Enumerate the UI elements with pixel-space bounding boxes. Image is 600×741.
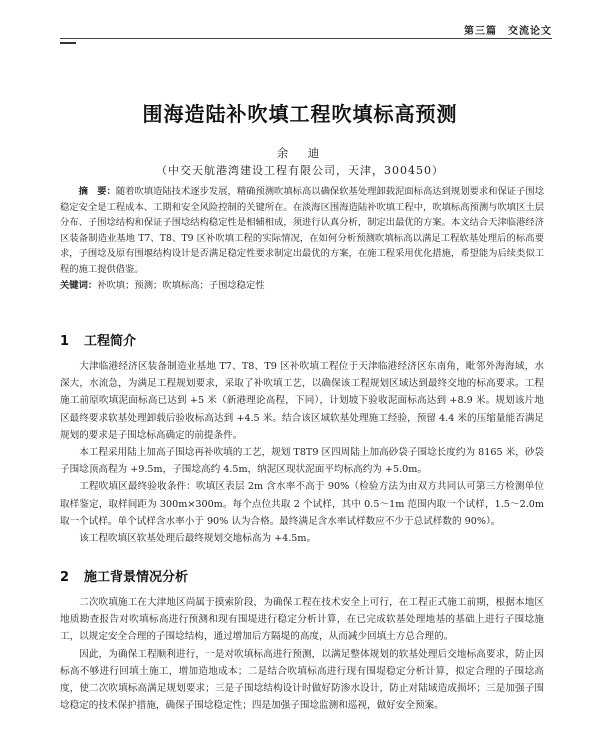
section-title: 施工背景情况分析 [84, 570, 189, 585]
section-body-1 [60, 358, 544, 547]
section-heading-1 [60, 330, 136, 349]
paper-title: 围海造陆补吹填工程吹填标高预测 [142, 102, 458, 126]
paragraph: 本工程采用陆上加高子围埝再补吹填的工艺，规划 T8T9 区四周陆上加高砂袋子围埝长度约为 8165 米，砂袋子围埝顶高程为 +9.5m，子围埝高约 4.5m，纳泥区现状泥面平均标高约为 +5.0m。 [60, 447, 544, 476]
running-head: 第三篇 交流论文 [464, 26, 552, 37]
paragraph: 该工程吹填区软基处理后最终规划交地标高为 +4.5m。 [79, 533, 317, 545]
keywords [60, 278, 544, 294]
paragraph: 大津临港经济区装备制造业基地 T7、T8、T9 区补吹填工程位于天津临港经济区东南角，毗邻外海海域，水深大，水流急，为满足工程规划要求，采取了补吹填工艺，以确保该工程规划区域达到最终交地的标高要求。工程施工前原吹填泥面标高已达到 +5 米（新港理论高程，下同），计划坡下验收泥面标高达到 +8.9 米。规划该片地区最终要求软基处理卸载后验收标高达到 +4.5 米。结合该区域软基处理施工经验，预留 4.4 米的压缩量能否满足规划的要求是子围埝标高确定的前提条件。 [60, 361, 544, 441]
abstract-paragraph [60, 184, 544, 278]
header-rule-accent [60, 42, 76, 44]
paragraph: 因此，为确保工程顺利进行，一是对吹填标高进行预测，以满足整体规划的软基处理后交地标高要求，防止因标高不够进行回填土施工，增加造地成本；二是结合吹填标高进行现有围堤稳定分析计算，拟定合理的子围埝高度，使二次吹填标高满足规划要求；三是子围埝结构设计时做好防渗水设计，防止对陆域造成损坏；三是加强子围埝稳定的技术保护措施，确保子围埝稳定性；四是加强子围埝监测和巡视，做好安全预案。 [60, 648, 544, 712]
keywords-text: 补吹填；预测；吹填标高；子围埝稳定性 [97, 279, 265, 291]
header-rule [60, 38, 552, 39]
section-number: 1 [60, 334, 70, 349]
abstract-text: 随着吹填造陆技术逐步发展，精确预测吹填标高以确保软基处理卸载泥面标高达到规划要求和保证子围埝稳定安全是工程成本、工期和安全风险控制的关键所在。在淡海区围海造陆补吹填工程中，吹填标高预测与吹填区土层分布、子围埝结构和保证子围埝结构稳定性是相辅相成，须进行认真分析，制定出最优的方案。本文结合天津临港经济区装备制造业基地 T7、T8、T9 区补吹填工程的实际情况，在如何分析预测吹填标高以满足工程软基处理后的标高要求，子围埝及原有围堰结构设计是否满足稳定性要求制定出最优的方案，在施工程采用优化措施，希望能为后续类似工程的施工提供借鉴。 [60, 186, 544, 275]
paragraph: 二次吹填施工在大津地区尚属于摸索阶段，为确保工程在技术安全上可行，在工程正式施工前期，根据本地区地质勘查报告对吹填标高进行预测和现有围堤进行稳定分析计算，在已完成软基处理地基的基础上进行子围埝施工，以规定安全合理的子围埝结构，通过增加后方隔堤的高度，从而减少回填土方总合理的。 [60, 597, 544, 643]
abstract-label: 摘 要： [78, 186, 116, 197]
author-name: 余 迪 [276, 146, 324, 160]
section-number: 2 [60, 570, 70, 585]
paragraph: 工程吹填区最终验收条件：吹填区表层 2m 含水率不高于 90%（检验方法为由双方共同认可第三方检测单位取样鉴定，取样间距为 300m×300m。每个点位共取 2 个试样，其中 0.5～1m 范围内取一个试样，1.5～2.0m 取一个试样。单个试样含水率小于 90% 认为合格。最终满足含水率试样数应不少于总试样数的 90%）。 [60, 481, 544, 527]
keywords-label: 关键词： [60, 279, 98, 291]
section-heading-2 [60, 566, 188, 585]
section-title: 工程简介 [84, 334, 137, 349]
author-affiliation: （中交天航港湾建设工程有限公司，天津，300450） [156, 164, 444, 177]
abstract [60, 184, 544, 293]
section-body-2 [60, 594, 544, 714]
